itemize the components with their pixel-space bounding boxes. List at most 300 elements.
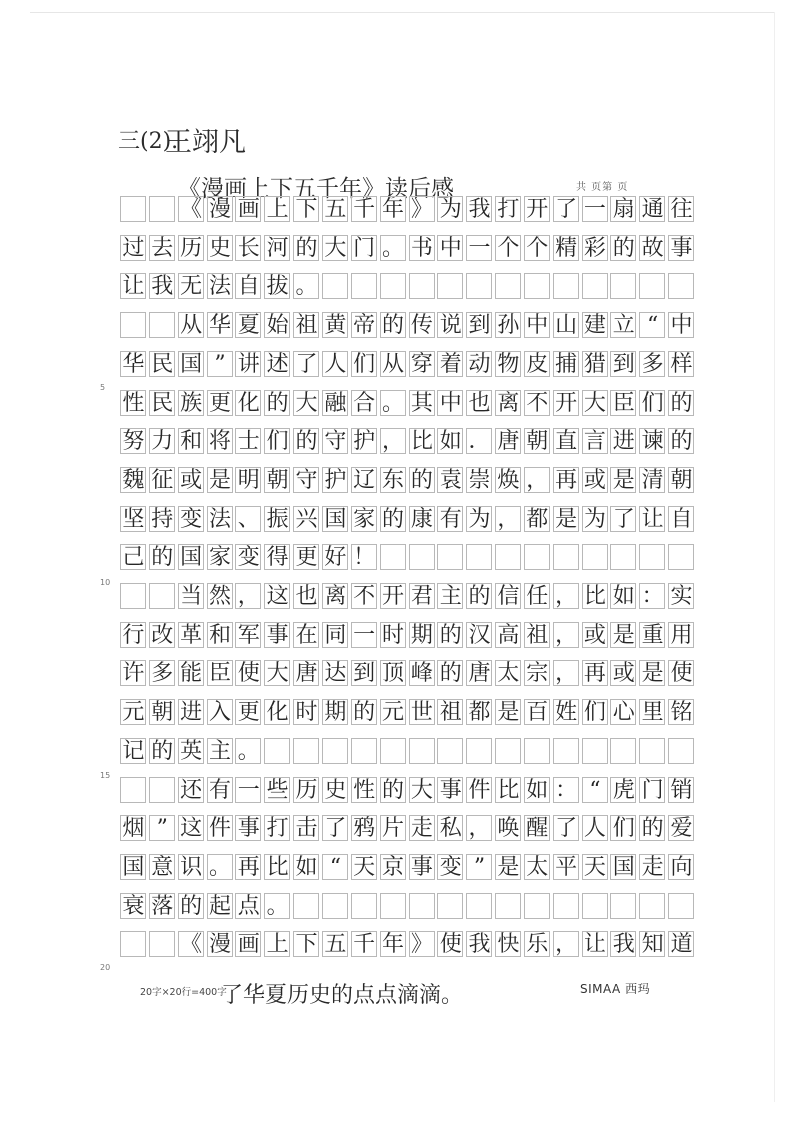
handwritten-char: 更 (208, 390, 231, 416)
handwritten-char: 或 (583, 467, 606, 493)
handwritten-char: 平 (555, 854, 578, 880)
handwritten-char: 事 (670, 235, 693, 261)
handwritten-char: 国 (324, 506, 347, 532)
handwritten-char: 朝 (151, 700, 174, 726)
handwritten-char: 年 (382, 197, 405, 222)
handwritten-char: 事 (237, 816, 260, 842)
handwritten-char: 捕 (555, 351, 578, 377)
handwritten-char: 了 (612, 506, 635, 532)
grid-row (119, 235, 696, 263)
handwritten-char: 臣 (612, 390, 635, 416)
handwritten-char: 时 (382, 622, 405, 648)
handwritten-char: 能 (180, 661, 203, 687)
handwritten-char: 一 (468, 235, 491, 261)
handwritten-char: ” (473, 854, 486, 880)
handwritten-char: 辽 (353, 467, 376, 493)
handwritten-char: 中 (670, 313, 693, 339)
handwritten-char: 事 (410, 854, 433, 880)
handwritten-char: 的 (295, 429, 318, 455)
handwritten-char: 比 (410, 429, 433, 455)
handwritten-char: 君 (410, 584, 433, 609)
handwritten-char: 百 (526, 700, 549, 726)
handwritten-line (119, 467, 696, 495)
handwritten-char: 的 (670, 390, 693, 416)
handwritten-char: 开 (526, 197, 549, 222)
handwritten-line (119, 196, 696, 224)
handwritten-char: 起 (208, 893, 231, 919)
handwritten-char: 融 (324, 390, 347, 416)
handwritten-line (119, 235, 696, 263)
handwritten-char: 焕 (497, 467, 520, 493)
handwritten-char: 了 (555, 197, 578, 222)
handwritten-char: 再 (237, 854, 260, 880)
handwritten-char: 人 (583, 816, 606, 842)
handwritten-line (119, 931, 696, 959)
handwritten-char: 期 (410, 622, 433, 648)
handwritten-char: 个 (526, 235, 549, 261)
handwritten-char: 一 (353, 622, 376, 648)
grid-row (119, 544, 696, 572)
handwritten-char: 军 (237, 622, 260, 648)
handwritten-char: 帝 (353, 313, 376, 339)
handwritten-char: 样 (670, 351, 693, 377)
handwritten-char: 事 (439, 777, 462, 803)
handwritten-char: 和 (208, 622, 231, 648)
handwritten-char: 世 (410, 700, 433, 726)
trailing-line: 了华夏历史的点点滴滴。 (221, 983, 464, 1008)
handwritten-char: 了 (295, 351, 318, 377)
handwritten-char: ” (156, 816, 168, 842)
grid-row (119, 622, 696, 650)
handwritten-char: 和 (180, 429, 203, 455)
handwritten-char: 进 (612, 429, 635, 455)
handwritten-char: 打 (266, 816, 289, 842)
handwritten-char: 建 (583, 313, 606, 339)
handwritten-char: 祖 (295, 313, 318, 339)
handwritten-char: 主 (439, 584, 462, 609)
handwritten-char: 再 (583, 661, 606, 687)
handwritten-char: 是 (612, 622, 635, 648)
handwritten-char: 更 (295, 545, 318, 571)
handwritten-char: 》 (410, 197, 433, 222)
handwritten-char: 守 (324, 429, 347, 455)
grid-row (119, 196, 696, 224)
handwritten-char: 。 (382, 390, 405, 416)
handwritten-char: 。 (295, 274, 318, 300)
handwritten-char: 的 (439, 622, 462, 648)
class-label: 三(2). (118, 129, 179, 154)
handwritten-char: 述 (266, 351, 289, 377)
handwritten-char: 五 (324, 932, 347, 958)
handwritten-char: 件 (468, 777, 491, 803)
handwritten-char: 如 (612, 584, 635, 609)
essay-title: 《漫画上下五千年》读后感 (178, 176, 454, 202)
handwritten-char: 唐 (497, 429, 520, 455)
handwritten-char: 的 (353, 700, 376, 726)
handwritten-char: 兴 (295, 506, 318, 532)
grid-row (119, 777, 696, 805)
handwritten-char: “ (646, 313, 659, 339)
handwritten-char: 比 (583, 584, 606, 609)
handwritten-char: 的 (295, 235, 318, 261)
handwritten-char: 东 (382, 467, 405, 493)
handwritten-char: 我 (468, 197, 491, 222)
handwritten-char: 言 (583, 429, 606, 455)
handwritten-line (119, 351, 696, 379)
handwritten-char: 的 (151, 738, 174, 764)
handwritten-char: 其 (410, 390, 433, 416)
grid-row (119, 893, 696, 921)
handwritten-char: 英 (180, 738, 203, 764)
handwritten-line (119, 583, 696, 611)
handwritten-char: ， (382, 429, 405, 455)
handwritten-line (119, 738, 696, 766)
grid-row (119, 428, 696, 456)
handwritten-char: 直 (555, 429, 578, 455)
handwritten-char: 比 (497, 777, 520, 803)
handwritten-char: 河 (266, 235, 289, 261)
author-name: 王翊凡 (165, 127, 246, 158)
handwritten-line (119, 622, 696, 650)
handwritten-char: 唐 (295, 661, 318, 687)
page-counter: 共 页第 页 (576, 182, 629, 193)
handwritten-char: 顶 (382, 661, 405, 687)
handwritten-char: 销 (670, 777, 693, 803)
handwritten-char: 还 (180, 777, 203, 803)
handwritten-char: 下 (295, 197, 318, 222)
handwritten-char: 如 (295, 854, 318, 880)
handwritten-char: 元 (382, 700, 405, 726)
handwritten-char: 汉 (468, 622, 491, 648)
handwritten-char: ： (641, 584, 664, 609)
handwritten-char: 祖 (439, 700, 462, 726)
handwritten-char: 里 (641, 700, 664, 726)
handwritten-line (119, 699, 696, 727)
handwritten-char: 使 (439, 932, 462, 958)
handwritten-char: 片 (382, 816, 405, 842)
handwritten-char: 京 (382, 854, 405, 880)
handwritten-char: 的 (266, 390, 289, 416)
handwritten-char: 们 (353, 351, 376, 377)
handwritten-char: 护 (324, 467, 347, 493)
handwritten-char: 好 (324, 545, 347, 571)
handwritten-char: 或 (180, 467, 203, 493)
handwritten-char: 是 (612, 467, 635, 493)
handwritten-char: 大 (583, 390, 606, 416)
handwritten-char: 私 (439, 816, 462, 842)
handwritten-char: 多 (151, 661, 174, 687)
handwritten-char: 到 (353, 661, 376, 687)
line-number-10: 10 (100, 578, 111, 587)
handwritten-char: ， (555, 932, 578, 958)
handwritten-char: 宗 (526, 661, 549, 687)
handwritten-char: 达 (324, 661, 347, 687)
handwritten-char: 华 (208, 313, 231, 339)
handwritten-char: 到 (612, 351, 635, 377)
handwritten-char: 去 (151, 235, 174, 261)
handwritten-char: 铭 (670, 700, 693, 726)
handwritten-char: 国 (122, 854, 145, 880)
handwritten-char: 彩 (583, 235, 606, 261)
handwritten-char: 离 (324, 584, 347, 609)
handwritten-char: 朝 (526, 429, 549, 455)
handwritten-char: 千 (353, 197, 376, 222)
handwritten-char: 民 (151, 390, 174, 416)
handwritten-char: 主 (208, 738, 231, 764)
handwritten-char: 们 (266, 429, 289, 455)
handwritten-line (119, 815, 696, 843)
handwritten-char: 将 (208, 429, 231, 455)
handwritten-char: 华 (122, 351, 145, 377)
handwritten-char: 讲 (237, 351, 260, 377)
handwritten-char: 书 (410, 235, 433, 261)
handwritten-char: 衰 (122, 893, 145, 919)
grid-row (119, 312, 696, 340)
handwritten-char: 当 (180, 584, 203, 609)
handwritten-char: 到 (468, 313, 491, 339)
handwritten-char: 烟 (122, 816, 145, 842)
handwritten-char: 立 (612, 313, 635, 339)
handwritten-char: 一 (583, 197, 606, 222)
handwritten-char: 自 (670, 506, 693, 532)
handwritten-char: 从 (180, 313, 203, 339)
page-edge (30, 12, 775, 13)
handwritten-char: 历 (180, 235, 203, 261)
handwritten-char: 是 (555, 506, 578, 532)
handwritten-char: 族 (180, 390, 203, 416)
line-number-5: 5 (100, 383, 106, 392)
grid-row (119, 273, 696, 301)
handwritten-char: 。 (208, 854, 231, 880)
handwritten-char: 年 (382, 932, 405, 958)
handwritten-char: 天 (583, 854, 606, 880)
handwritten-line (119, 390, 696, 418)
handwritten-char: 这 (266, 584, 289, 609)
handwritten-char: 元 (122, 700, 145, 726)
handwritten-char: 中 (526, 313, 549, 339)
handwritten-char: 始 (266, 313, 289, 339)
handwritten-char: 坚 (122, 506, 145, 532)
handwritten-char: 击 (295, 816, 318, 842)
handwritten-char: 记 (122, 738, 145, 764)
handwritten-char: 都 (526, 506, 549, 532)
line-number-20: 20 (100, 963, 111, 972)
handwritten-char: 知 (641, 932, 664, 958)
handwritten-char: 时 (295, 700, 318, 726)
handwritten-char: 变 (180, 506, 203, 532)
handwritten-char: ！ (353, 545, 376, 571)
handwritten-char: 许 (122, 661, 145, 687)
handwritten-char: 精 (555, 235, 578, 261)
handwritten-char: 改 (151, 622, 174, 648)
handwritten-char: 过 (122, 235, 145, 261)
handwritten-char: 穿 (410, 351, 433, 377)
handwritten-char: ， (555, 661, 578, 687)
handwritten-char: 再 (555, 467, 578, 493)
handwritten-char: 的 (151, 545, 174, 571)
handwritten-char: 史 (324, 777, 347, 803)
handwritten-char: 力 (151, 429, 174, 455)
handwritten-char: 一 (237, 777, 260, 803)
handwritten-char: 的 (670, 429, 693, 455)
handwritten-char: ． (468, 429, 491, 455)
handwritten-char: 。 (237, 738, 260, 764)
handwritten-char: ， (526, 467, 549, 493)
handwritten-char: 姓 (555, 700, 578, 726)
handwritten-char: 都 (468, 700, 491, 726)
handwritten-char: 画 (237, 197, 260, 222)
handwritten-char: ， (555, 584, 578, 609)
handwritten-line (119, 777, 696, 805)
handwritten-char: 让 (583, 932, 606, 958)
handwritten-char: 走 (641, 854, 664, 880)
handwritten-char: 崇 (468, 467, 491, 493)
handwritten-char: 为 (439, 197, 462, 222)
handwritten-char: “ (589, 777, 601, 803)
handwritten-char: 往 (670, 197, 693, 222)
handwritten-line (119, 273, 696, 301)
handwritten-char: 不 (526, 390, 549, 416)
handwritten-char: 护 (353, 429, 376, 455)
handwritten-char: 为 (468, 506, 491, 532)
handwritten-char: 实 (670, 584, 693, 609)
handwritten-char: 虎 (612, 777, 635, 803)
handwritten-char: 个 (497, 235, 520, 261)
handwritten-char: 离 (497, 390, 520, 416)
handwritten-char: 开 (555, 390, 578, 416)
handwritten-char: 如 (439, 429, 462, 455)
grid-row (119, 815, 696, 843)
grid-row (119, 854, 696, 882)
handwritten-char: 们 (641, 390, 664, 416)
handwritten-char: 扇 (612, 197, 635, 222)
grid-row (119, 390, 696, 418)
handwritten-char: 通 (641, 197, 664, 222)
handwritten-char: 重 (641, 622, 664, 648)
handwritten-char: 祖 (526, 622, 549, 648)
handwritten-char: 也 (468, 390, 491, 416)
handwritten-char: 或 (612, 661, 635, 687)
handwritten-char: 合 (353, 390, 376, 416)
handwritten-char: 上 (266, 197, 289, 222)
handwritten-char: 》 (410, 932, 433, 958)
handwritten-char: 魏 (122, 467, 145, 493)
handwritten-char: ， (555, 622, 578, 648)
handwritten-char: 自 (237, 274, 260, 300)
handwritten-char: 信 (497, 584, 520, 609)
handwritten-char: 意 (151, 854, 174, 880)
handwritten-char: 拔 (266, 274, 289, 300)
handwritten-char: 袁 (439, 467, 462, 493)
handwritten-char: 的 (382, 313, 405, 339)
handwritten-char: 醒 (526, 816, 549, 842)
handwritten-char: 朝 (670, 467, 693, 493)
handwritten-char: 有 (208, 777, 231, 803)
handwritten-char: 有 (439, 506, 462, 532)
handwritten-char: 唤 (497, 816, 520, 842)
handwritten-char: 快 (497, 932, 520, 958)
handwritten-char: 们 (612, 816, 635, 842)
manuscript-grid (119, 196, 696, 970)
handwritten-char: 大 (266, 661, 289, 687)
handwritten-char: 鸦 (353, 816, 376, 842)
handwritten-char: 长 (237, 235, 260, 261)
handwritten-char: 守 (295, 467, 318, 493)
handwritten-char: 皮 (526, 351, 549, 377)
handwritten-char: 的 (468, 584, 491, 609)
handwritten-char: 开 (382, 584, 405, 609)
handwritten-char: 、 (237, 506, 260, 532)
handwritten-char: 上 (266, 932, 289, 958)
handwritten-char: 朝 (266, 467, 289, 493)
handwritten-char: 任 (526, 584, 549, 609)
handwritten-char: 历 (295, 777, 318, 803)
handwritten-char: 们 (583, 700, 606, 726)
handwritten-char: 使 (237, 661, 260, 687)
handwritten-char: 化 (266, 700, 289, 726)
handwritten-char: 让 (122, 274, 145, 300)
handwritten-char: 如 (526, 777, 549, 803)
handwritten-char: 在 (295, 622, 318, 648)
handwritten-char: 国 (612, 854, 635, 880)
handwritten-char: 用 (670, 622, 693, 648)
handwritten-char: 门 (353, 235, 376, 261)
handwritten-char: 中 (439, 235, 462, 261)
handwritten-char: 是 (497, 700, 520, 726)
handwritten-char: 进 (180, 700, 203, 726)
handwritten-char: 走 (410, 816, 433, 842)
handwritten-line (119, 544, 696, 572)
handwritten-char: 谏 (641, 429, 664, 455)
handwritten-char: 爱 (670, 816, 693, 842)
handwritten-char: 传 (410, 313, 433, 339)
handwritten-char: 变 (439, 854, 462, 880)
handwritten-char: 这 (180, 816, 203, 842)
handwritten-char: 让 (641, 506, 664, 532)
handwritten-char: 太 (526, 854, 549, 880)
handwritten-char: 大 (324, 235, 347, 261)
handwritten-char: 中 (439, 390, 462, 416)
handwritten-line (119, 428, 696, 456)
handwritten-char: 漫 (208, 932, 231, 958)
handwritten-char: 打 (497, 197, 520, 222)
handwritten-char: 多 (641, 351, 664, 377)
handwritten-char: 《 (180, 197, 203, 222)
handwritten-char: 从 (382, 351, 405, 377)
handwritten-char: 漫 (208, 197, 231, 222)
handwritten-char: 的 (641, 816, 664, 842)
handwritten-char: 我 (468, 932, 491, 958)
grid-row (119, 467, 696, 495)
handwritten-char: 了 (324, 816, 347, 842)
handwritten-char: 更 (237, 700, 260, 726)
handwritten-char: 性 (122, 390, 145, 416)
handwritten-char: 明 (237, 467, 260, 493)
handwritten-char: 法 (208, 274, 231, 300)
handwritten-char: 心 (612, 700, 635, 726)
handwritten-char: 期 (324, 700, 347, 726)
handwritten-char: 落 (151, 893, 174, 919)
handwritten-char: 化 (237, 390, 260, 416)
handwritten-char: 家 (208, 545, 231, 571)
handwritten-char: 的 (180, 893, 203, 919)
handwritten-char: 也 (295, 584, 318, 609)
grid-row (119, 351, 696, 379)
handwritten-char: 清 (641, 467, 664, 493)
handwritten-char: 千 (353, 932, 376, 958)
handwritten-char: 《 (180, 932, 203, 958)
grid-row (119, 506, 696, 534)
